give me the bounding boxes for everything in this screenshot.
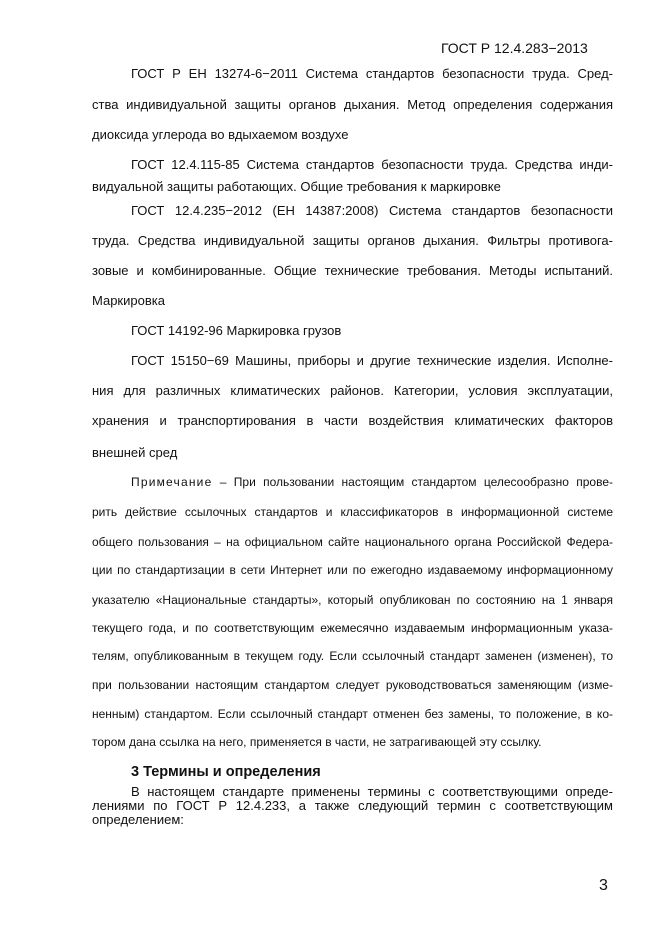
page-number: 3 xyxy=(599,877,608,894)
note-line: рить действие ссылочных стандартов и классификаторов в информационной системе xyxy=(92,505,613,519)
reference-line: зовые и комбинированные. Общие технические требования. Методы испытаний. xyxy=(92,263,613,278)
reference-line: ГОСТ Р ЕН 13274-6−2011 Система стандартов безопасности труда. Сред- xyxy=(131,66,613,81)
document-code-header: ГОСТ Р 12.4.283−2013 xyxy=(441,40,588,56)
reference-line: ства индивидуальной защиты органов дыхания. Метод определения содержания xyxy=(92,97,613,112)
note-line: при пользовании настоящим стандартом следует руководствоваться заменяющим (изме- xyxy=(92,678,613,692)
note-line: текущего года, и по соответствующим ежемесячно издаваемым информационным указа- xyxy=(92,621,613,635)
section-heading: 3 Термины и определения xyxy=(131,764,321,780)
note-line: ции по стандартизации в сети Интернет или по ежегодно издаваемому информационному xyxy=(92,563,613,577)
reference-line: ГОСТ 12.4.115-85 Система стандартов безопасности труда. Средства инди- xyxy=(131,157,613,172)
reference-line: видуальной защиты работающих. Общие требования к маркировке xyxy=(92,179,501,194)
note-line: тором дана ссылка на него, применяется в части, не затрагивающей эту ссылку. xyxy=(92,735,542,749)
reference-line: ния для различных климатических районов. Категории, условия эксплуатации, xyxy=(92,383,613,398)
note-line: телям, опубликованным в текущем году. Если ссылочный стандарт заменен (изменен), то xyxy=(92,649,613,663)
section-text-line: В настоящем стандарте применены термины с соответствующими опреде- xyxy=(131,784,613,799)
note-label: Примечание xyxy=(131,475,213,489)
reference-line: ГОСТ 14192-96 Маркировка грузов xyxy=(131,323,342,338)
reference-line: ГОСТ 12.4.235−2012 (ЕН 14387:2008) Система стандартов безопасности xyxy=(131,203,613,218)
section-text-line: лениями по ГОСТ Р 12.4.233, а также следующий термин с соответствующим xyxy=(92,798,613,813)
reference-line: ГОСТ 15150−69 Машины, приборы и другие технические изделия. Исполне- xyxy=(131,353,613,368)
note-line: общего пользования – на официальном сайте национального органа Российской Федера- xyxy=(92,535,613,549)
reference-line: внешней сред xyxy=(92,445,178,460)
reference-line: Маркировка xyxy=(92,293,165,308)
reference-line: труда. Средства индивидуальной защиты органов дыхания. Фильтры противога- xyxy=(92,233,613,248)
section-text-line: определением: xyxy=(92,812,184,827)
reference-line: диоксида углерода во вдыхаемом воздухе xyxy=(92,127,349,142)
note-first-line xyxy=(131,475,613,490)
note-line: указателю «Национальные стандарты», который опубликован по состоянию на 1 января xyxy=(92,593,613,607)
reference-line: хранения и транспортирования в части воздействия климатических факторов xyxy=(92,413,613,428)
note-text: – При пользовании настоящим стандартом целесообразно прове- xyxy=(212,475,613,489)
note-line: ненным) стандартом. Если ссылочный стандарт отменен без замены, то положение, в ко- xyxy=(92,707,613,721)
